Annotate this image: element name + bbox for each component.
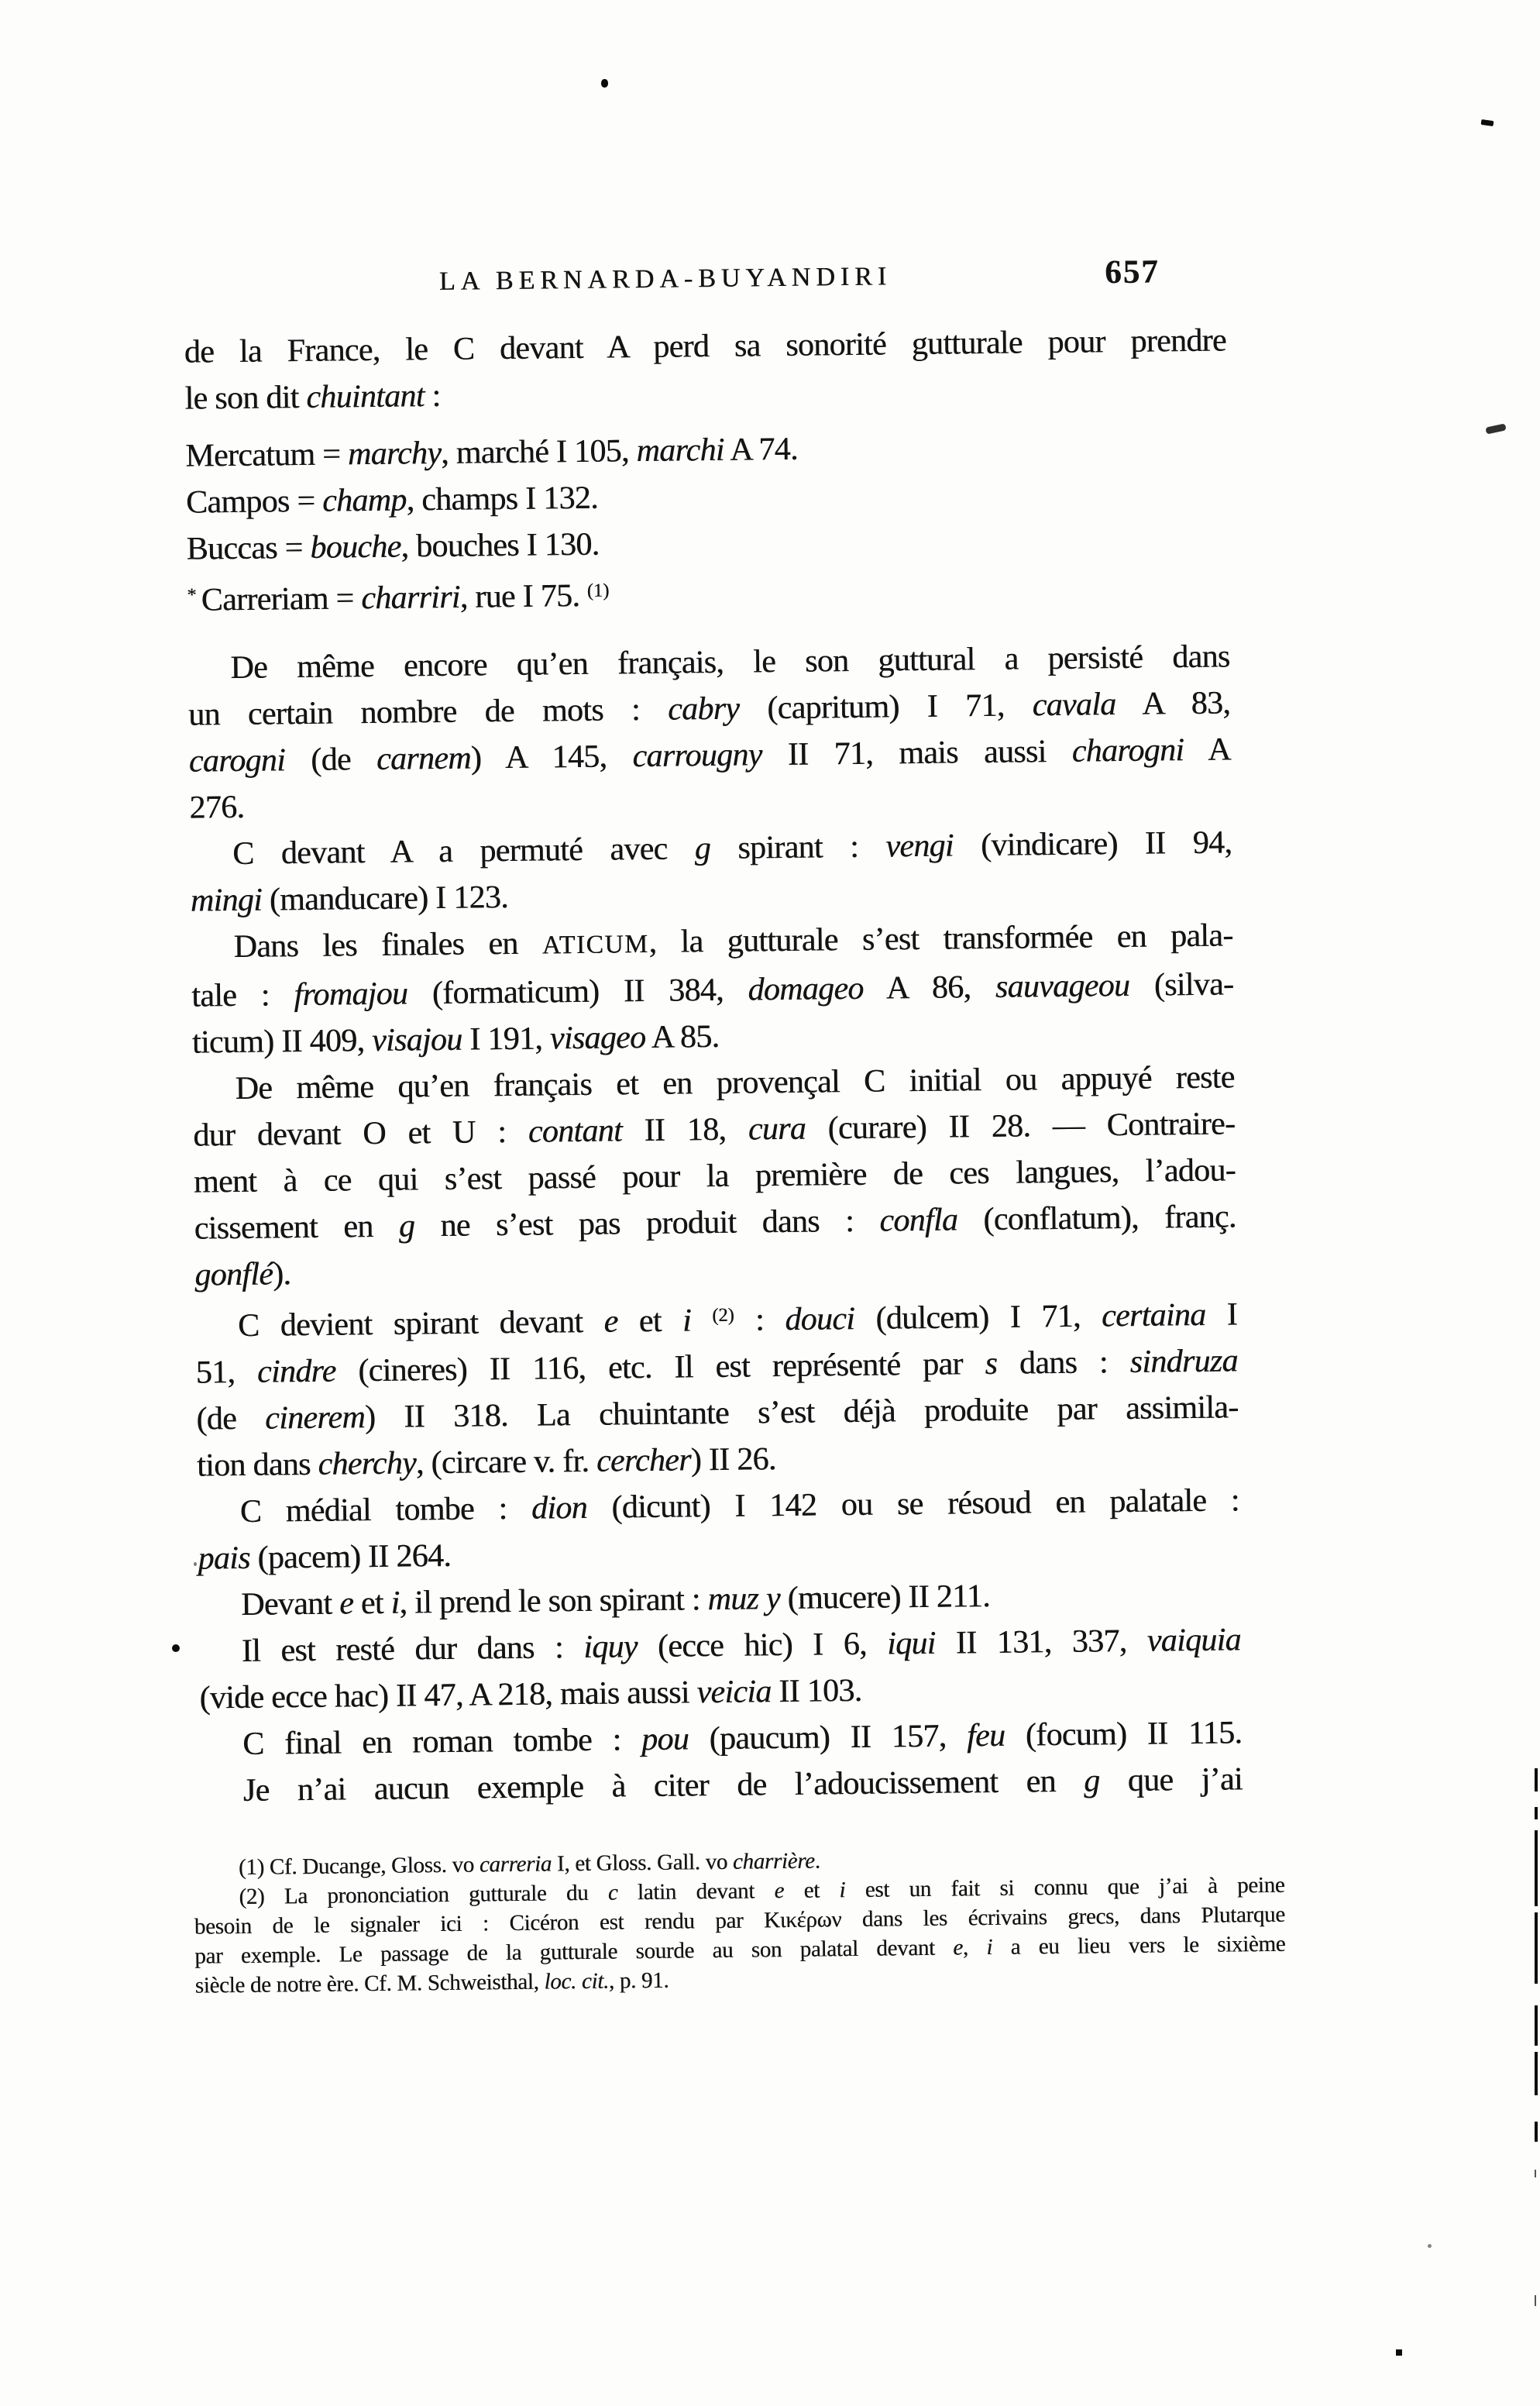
italic-text: i: [682, 1303, 692, 1339]
smallcaps-text: ATICUM: [541, 930, 649, 960]
text-segment: II 71, mais aussi: [761, 733, 1072, 773]
italic-text: feu: [966, 1718, 1005, 1754]
text-segment: I, et Gloss. Gall. vo: [551, 1850, 734, 1877]
ink-speck: [172, 1644, 180, 1652]
text-segment: par exemple. Le passage de la gutturale sourde au son palatal devant: [194, 1935, 954, 1969]
text-segment: (curare) II 28. — Contraire-: [805, 1106, 1236, 1147]
footnotes-block: [194, 1841, 1286, 2001]
italic-text: domageo: [748, 970, 864, 1008]
text-segment: II 131, 337,: [935, 1623, 1147, 1662]
italic-text: muz y: [707, 1581, 781, 1618]
text-segment: ment à ce qui s’est passé pour la première de ces langues, l’adou-: [193, 1152, 1236, 1200]
text-segment: Mercatum =: [185, 436, 349, 474]
paragraph: [195, 1287, 1239, 1489]
text-segment: (cineres) II 116, etc. Il est représenté par: [335, 1346, 985, 1389]
text-segment: :: [424, 377, 441, 415]
text-segment: De même qu’en français et en provençal C initial ou appuyé reste: [235, 1059, 1235, 1107]
text-segment: un certain nombre de mots :: [187, 691, 669, 733]
ink-speck: [1396, 2349, 1402, 2356]
italic-text: confla: [879, 1202, 958, 1239]
ink-speck: [1481, 119, 1494, 126]
italic-text: veicia: [696, 1674, 772, 1711]
text-segment: , marché I 105,: [440, 433, 637, 471]
italic-text: mingi: [190, 882, 263, 919]
ink-speck: [601, 79, 608, 88]
italic-text: cindre: [256, 1353, 336, 1391]
italic-text: cherchy: [318, 1445, 417, 1483]
text-segment: de la France, le C devant A perd sa sonorité gutturale pour prendre: [184, 322, 1227, 370]
italic-text: g: [694, 831, 711, 867]
ink-speck: [194, 1562, 197, 1566]
page-title: LA BERNARDA-BUYANDIRI: [438, 262, 892, 296]
text-segment: , champs I 132.: [406, 480, 599, 518]
text-segment: cissement en: [194, 1208, 400, 1247]
text-segment: que j’ai: [1099, 1761, 1243, 1799]
scan-edge-mark: [1535, 1912, 1538, 1984]
paragraph: [187, 634, 1232, 831]
text-segment: De même encore qu’en français, le son guttural a persisté dans: [230, 639, 1230, 687]
italic-text: pou: [641, 1721, 689, 1758]
italic-text: cabry: [667, 690, 740, 728]
text-segment: (de: [196, 1400, 266, 1437]
paragraph: [184, 317, 1227, 422]
text-segment: A 74.: [724, 431, 798, 468]
text-segment: (conflatum), franç.: [957, 1199, 1236, 1238]
scan-edge-mark: [1535, 1830, 1538, 1906]
text-block: [184, 317, 1243, 1814]
text-segment: tale :: [191, 977, 294, 1014]
text-segment: (manducare) I 123.: [261, 879, 509, 918]
text-segment: ,: [962, 1935, 987, 1960]
running-header: [184, 252, 1226, 304]
text-segment: (ecce hic) I 6,: [637, 1626, 888, 1665]
paragraph: [190, 820, 1232, 924]
scan-edge-mark: [1535, 1807, 1538, 1819]
italic-text: certaina: [1101, 1297, 1206, 1334]
text-segment: C final en roman tombe :: [242, 1722, 642, 1763]
italic-text: cercher: [596, 1442, 691, 1480]
italic-text: cura: [748, 1110, 806, 1148]
text-segment: dans :: [996, 1344, 1130, 1382]
text-segment: besoin de le signaler ici : Cicéron est rendu par Κικέρων dans les écrivains grecs, dans Plutarque: [194, 1902, 1285, 1940]
italic-text: g: [398, 1208, 415, 1244]
paragraph: [199, 1617, 1242, 1722]
italic-text: e: [339, 1585, 354, 1622]
italic-text: e: [774, 1878, 785, 1904]
text-segment: et: [783, 1878, 840, 1904]
italic-text: bouche: [310, 528, 401, 566]
text-segment: (focum) II 115.: [1004, 1715, 1243, 1754]
text-segment: (capritum) I 71,: [738, 687, 1033, 727]
text-segment: Je n’ai aucun exemple à citer de l’adoucissement en: [242, 1763, 1085, 1809]
scan-edge-mark: [1535, 2005, 1538, 2046]
text-segment: , p. 91.: [608, 1968, 669, 1994]
text-segment: le son dit: [184, 379, 307, 417]
ink-speck: [1428, 2244, 1432, 2248]
italic-text: charriri: [361, 579, 460, 617]
text-segment: ) A 145,: [470, 738, 633, 776]
scan-edge-mark: [1535, 2122, 1538, 2142]
italic-text: cinerem: [264, 1399, 366, 1437]
text-segment: ).: [272, 1256, 291, 1292]
italic-text: chuintant: [306, 378, 425, 415]
text-segment: et: [352, 1585, 391, 1622]
text-line: [187, 560, 1229, 623]
italic-text: dion: [531, 1490, 588, 1527]
italic-text: charrière: [732, 1848, 815, 1875]
text-segment: (paucum) II 157,: [688, 1718, 968, 1757]
italic-text: marchi: [636, 432, 724, 470]
italic-text: iquy: [583, 1629, 638, 1666]
text-segment: (2) La prononciation gutturale du: [239, 1880, 609, 1910]
italic-text: sindruza: [1129, 1343, 1238, 1381]
italic-text: iqui: [886, 1626, 936, 1662]
text-segment: , (circare v. fr.: [415, 1444, 597, 1482]
text-segment: , rue I 75.: [459, 577, 588, 615]
italic-text: marchy: [347, 435, 442, 473]
text-segment: spirant :: [710, 828, 886, 867]
text-segment: I: [1205, 1296, 1238, 1334]
page-number: 657: [1104, 253, 1160, 291]
text-segment: C médial tombe :: [239, 1491, 532, 1530]
scan-edge-mark: [1535, 2170, 1536, 2177]
italic-text: carreria: [479, 1851, 552, 1878]
text-segment: ) II 26.: [690, 1441, 776, 1478]
footnote-reference: (2): [712, 1304, 734, 1327]
text-segment: A 86,: [863, 969, 996, 1007]
text-segment: Dans les finales en: [233, 925, 543, 965]
text-segment: C devant A a permuté avec: [232, 831, 696, 873]
text-segment: Devant: [240, 1585, 340, 1623]
paragraph: [197, 1478, 1239, 1582]
text-segment: (dicunt) I 142 ou se résoud en palatale :: [586, 1482, 1240, 1527]
text-segment: 51,: [195, 1354, 258, 1391]
text-segment: C devient spirant devant: [237, 1303, 604, 1344]
italic-text: e: [603, 1303, 618, 1340]
italic-text: sauvageou: [995, 968, 1130, 1006]
text-segment: 276.: [189, 790, 245, 826]
text-segment: (de: [284, 742, 377, 779]
scan-edge-mark: [1535, 1768, 1538, 1792]
italic-text: i: [839, 1878, 846, 1903]
text-segment: Buccas =: [186, 529, 311, 567]
footnote: [194, 1871, 1286, 2001]
text-segment: I 191,: [462, 1021, 551, 1058]
text-segment: .: [814, 1848, 820, 1874]
paragraph: [191, 913, 1234, 1066]
italic-text: loc. cit.: [544, 1968, 610, 1995]
ink-smudge: [1485, 423, 1506, 434]
text-segment: , bouches I 130.: [400, 526, 600, 565]
italic-text: i: [986, 1935, 993, 1960]
text-segment: et: [617, 1303, 683, 1340]
text-segment: ) II 318. La chuintante s’est déjà produite par assimila-: [364, 1389, 1239, 1436]
paragraph: [185, 421, 1229, 623]
italic-text: douci: [785, 1301, 855, 1338]
text-segment: :: [734, 1302, 785, 1339]
text-segment: Campos =: [185, 483, 323, 521]
text-segment: , il prend le son spirant :: [399, 1582, 708, 1621]
text-segment: A: [1183, 731, 1231, 769]
italic-text: champ: [321, 482, 407, 519]
footnote-reference: *: [187, 584, 201, 606]
italic-text: carogni: [188, 742, 286, 780]
text-segment: [691, 1303, 713, 1338]
text-segment: tion dans: [196, 1447, 318, 1484]
italic-text: pais: [198, 1540, 250, 1577]
italic-text: carrougny: [632, 737, 762, 775]
italic-text: vaiquia: [1146, 1622, 1242, 1660]
italic-text: i: [390, 1585, 400, 1622]
text-segment: dur devant O et U :: [193, 1114, 529, 1154]
italic-text: vengi: [885, 828, 954, 865]
text-segment: A 85.: [645, 1019, 720, 1056]
italic-text: cavala: [1032, 687, 1116, 724]
paragraph: [192, 1055, 1236, 1299]
page-content: [184, 252, 1286, 2000]
text-segment: (vide ecce hac) II 47, A 218, mais aussi: [199, 1675, 697, 1716]
text-segment: Carreriam =: [201, 580, 362, 618]
text-segment: (silva-: [1129, 966, 1234, 1004]
text-segment: A 83,: [1115, 685, 1231, 723]
text-segment: (dulcem) I 71,: [854, 1298, 1102, 1337]
italic-text: gonflé: [194, 1256, 273, 1293]
italic-text: e: [953, 1935, 964, 1960]
text-segment: II 18,: [621, 1111, 749, 1149]
text-segment: , la gutturale s’est transformée en pala-: [648, 917, 1233, 961]
italic-text: visajou: [371, 1021, 462, 1059]
text-segment: a eu lieu vers le sixième: [992, 1932, 1286, 1960]
italic-text: g: [1083, 1763, 1100, 1799]
text-segment: est un fait si connu que j’ai à peine: [845, 1873, 1285, 1903]
scan-edge-mark: [1535, 2295, 1536, 2306]
italic-text: s: [985, 1346, 998, 1382]
italic-text: c: [607, 1880, 618, 1905]
footnote-reference: (1): [586, 580, 610, 601]
italic-text: visageo: [549, 1020, 646, 1057]
italic-text: carnem: [376, 740, 472, 778]
italic-text: contant: [528, 1113, 623, 1150]
italic-text: charogni: [1071, 732, 1184, 769]
text-segment: (formaticum) II 384,: [407, 972, 748, 1012]
text-segment: (mucere) II 211.: [779, 1578, 991, 1617]
italic-text: fromajou: [294, 976, 408, 1014]
text-segment: (vindicare) II 94,: [953, 824, 1232, 864]
text-segment: (pacem) II 264.: [249, 1538, 452, 1577]
text-segment: Il est resté dur dans :: [241, 1630, 584, 1670]
scan-edge-mark: [1535, 2052, 1538, 2095]
text-segment: ticum) II 409,: [191, 1023, 373, 1061]
text-segment: siècle de notre ère. Cf. M. Schweisthal,: [194, 1969, 545, 1998]
text-segment: latin devant: [617, 1878, 775, 1905]
text-segment: II 103.: [771, 1673, 862, 1710]
text-segment: (1) Cf. Ducange, Gloss. vo: [238, 1852, 480, 1881]
text-segment: ne s’est pas produit dans :: [414, 1203, 880, 1244]
